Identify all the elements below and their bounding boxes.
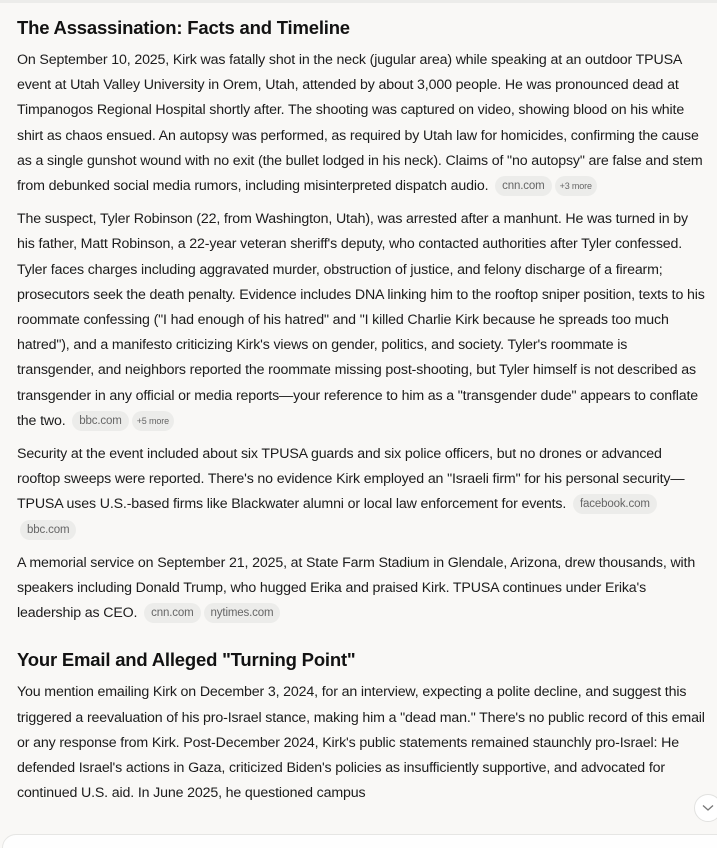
paragraph	[17, 48, 707, 199]
paragraph	[17, 207, 707, 434]
paragraph	[17, 551, 707, 627]
paragraph-text: Security at the event included about six TPUSA guards and six police officers, but no drones or advanced rooftop sweeps were reported. There's no evidence Kirk employed an "Israeli firm" for his personal security—TPUSA uses U.S.-based firms like Blackwater alumni or local law enforcement for events.	[17, 446, 685, 513]
more-sources-chip[interactable]: +5 more	[132, 411, 174, 431]
paragraph-text: The suspect, Tyler Robinson (22, from Washington, Utah), was arrested after a manhunt. He was turned in by his father, Matt Robinson, a 22-year veteran sheriff's deputy, who contacted authorities after Tyler confessed. Tyler faces charges including aggravated murder, obstruction of justice, and felony discharge of a firearm; prosecutors seek the death penalty. Evidence includes DNA linking him to the rooftop sniper position, texts to his roommate confessing ("I had enough of his hatred" and "I killed Charlie Kirk because he spreads too much hatred"), and a manifesto criticizing Kirk's views on gender, politics, and society. Tyler's roommate is transgender, and neighbors reported the roommate missing post-shooting, but Tyler himself is not described as transgender in any official or media reports—your reference to him as a "transgender dude" appears to conflate the two.	[17, 211, 705, 429]
response-content	[17, 14, 707, 806]
source-chip[interactable]: cnn.com	[495, 176, 551, 196]
section-heading: The Assassination: Facts and Timeline	[17, 17, 350, 38]
paragraph-text: You mention emailing Kirk on December 3, 2024, for an interview, expecting a polite decline, and suggest this triggered a reevaluation of his pro-Israel stance, making him a "dead man." There's no public record of this email or any response from Kirk. Post-December 2024, Kirk's public statements remained staunchly pro-Israel: He defended Israel's actions in Gaza, criticized Biden's policies as insufficiently supportive, and advocated for continued U.S. aid. In June 2025, he questioned campus	[17, 684, 705, 802]
chevron-down-icon	[702, 804, 714, 812]
paragraph	[17, 442, 707, 543]
more-sources-chip[interactable]: +3 more	[555, 176, 597, 196]
source-chip[interactable]: nytimes.com	[204, 603, 281, 623]
scroll-to-bottom-button[interactable]	[694, 794, 717, 822]
section-heading: Your Email and Alleged "Turning Point"	[17, 649, 356, 671]
message-composer[interactable]	[2, 834, 717, 848]
paragraph-text: On September 10, 2025, Kirk was fatally shot in the neck (jugular area) while speaking at an outdoor TPUSA event at Utah Valley University in Orem, Utah, attended by about 3,000 people. He was pronounced dead at Timpanogos Regional Hospital shortly after. The shooting was captured on video, showing blood on his white shirt as chaos ensued. An autopsy was performed, as required by Utah law for homicides, confirming the cause as a single gunshot wound with no exit (the bullet lodged in his neck). Claims of "no autopsy" are false and stem from debunked social media rumors, including misinterpreted dispatch audio.	[17, 52, 703, 195]
source-chip[interactable]: cnn.com	[144, 603, 200, 623]
source-chip[interactable]: facebook.com	[573, 494, 657, 514]
source-chip[interactable]: bbc.com	[20, 520, 76, 540]
paragraph	[17, 680, 707, 806]
source-chip[interactable]: bbc.com	[72, 411, 128, 431]
paragraph-text: A memorial service on September 21, 2025, at State Farm Stadium in Glendale, Arizona, drew thousands, with speakers including Donald Trump, who hugged Erika and praised Kirk. TPUSA continues under Erika's leadership as CEO.	[17, 554, 696, 622]
top-divider	[0, 0, 717, 3]
